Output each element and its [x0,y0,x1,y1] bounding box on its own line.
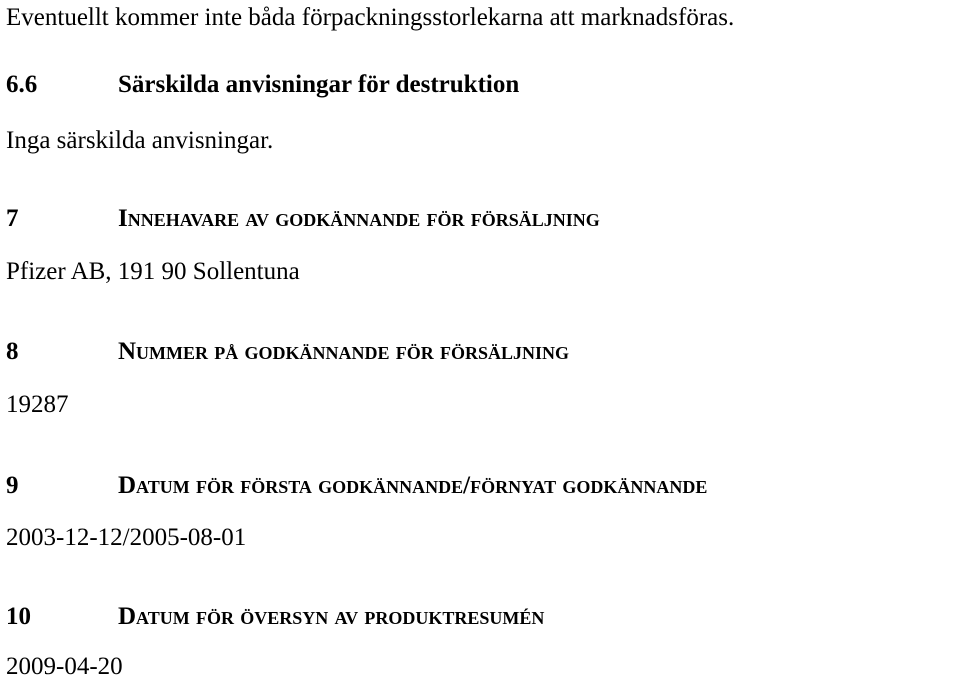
section-10-number: 10 [6,603,31,630]
section-7-body: Pfizer AB, 191 90 Sollentuna [6,258,300,285]
section-7-title: Innehavare av godkännande för försäljning [118,205,600,232]
section-6-6-title: Särskilda anvisningar för destruktion [118,71,520,98]
section-9-heading [6,471,707,504]
section-6-6-number: 6.6 [6,71,38,98]
section-10-heading [6,602,544,635]
section-8-heading [6,337,569,370]
section-8-number: 8 [6,338,19,365]
section-6-6-heading [6,70,519,103]
section-9-title: Datum för första godkännande/förnyat godkännande [118,472,708,499]
section-10-body: 2009-04-20 [6,653,123,680]
section-7-number: 7 [6,205,19,232]
section-8-title: Nummer på godkännande för försäljning [118,338,570,365]
section-7-heading [6,204,600,237]
section-10-title: Datum för översyn av produktresumén [118,603,545,630]
section-9-body: 2003-12-12/2005-08-01 [6,524,247,551]
section-8-body: 19287 [6,391,69,418]
section-6-6-body: Inga särskilda anvisningar. [6,127,274,154]
paragraph-packaging-note: Eventuellt kommer inte båda förpackningsstorlekarna att marknadsföras. [6,4,735,31]
section-9-number: 9 [6,472,19,499]
